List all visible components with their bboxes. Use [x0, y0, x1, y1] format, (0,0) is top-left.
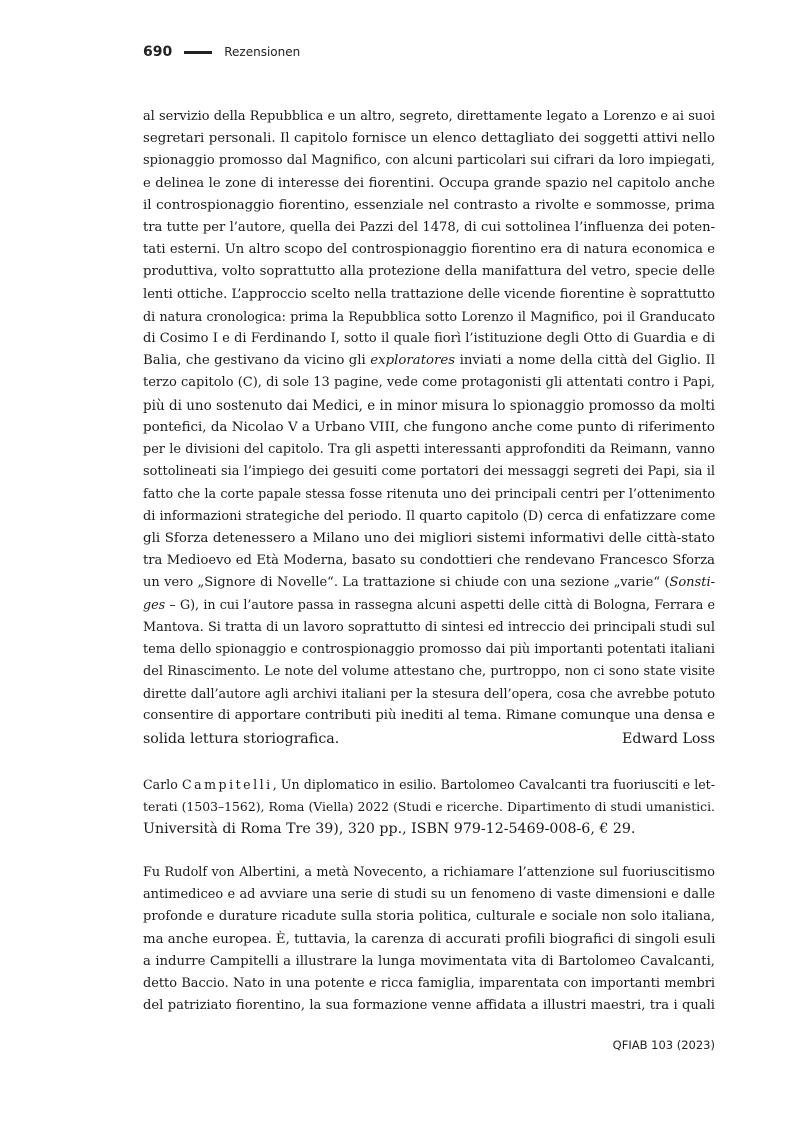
- header-rule: [184, 51, 212, 54]
- text-line: e delinea le zone di interesse dei fiorentini. Occupa grande spazio nel capitolo anche: [143, 175, 715, 191]
- journal-footer: QFIAB 103 (2023): [612, 1038, 715, 1052]
- text-line: segretari personali. Il capitolo fornisce un elenco dettagliato dei soggetti attivi nello: [143, 131, 715, 147]
- text-line: per le divisioni del capitolo. Tra gli aspetti interessanti approfonditi da Reimann, vanno: [143, 442, 715, 458]
- text-span: un vero „Signore di Novelle“. La trattazione si chiude con una sezione „varie“ (: [143, 575, 670, 591]
- text-line: terati (1503–1562), Roma (Viella) 2022 (Studi e ricerche. Dipartimento di studi umanistici.: [143, 799, 715, 815]
- text-line: Mantova. Si tratta di un lavoro soprattutto di sintesi ed intreccio dei principali studi sul: [143, 619, 715, 635]
- text-line: sottolineati sia l’impiego dei gesuiti come portatori dei messaggi segreti dei Papi, sia il: [143, 464, 715, 480]
- text-line: gli Sforza detenessero a Milano uno dei migliori sistemi informativi delle città-stato: [143, 530, 715, 546]
- text-line: [143, 350, 715, 372]
- reviewer-signature: Edward Loss: [622, 730, 715, 747]
- text-line: al servizio della Repubblica e un altro, segreto, direttamente legato a Lorenzo e ai suoi: [143, 109, 715, 124]
- text-line: tra Medioevo ed Età Moderna, basato su condottieri che rendevano Francesco Sforza: [143, 553, 715, 569]
- text-line: spionaggio promosso dal Magnifico, con alcuni particolari sui cifrari da loro impiegati,: [143, 153, 715, 169]
- page-number: 690: [143, 44, 173, 60]
- text-line: antimediceo e ad avviare una serie di studi su un fenomeno di vaste dimensioni e dalle: [143, 887, 715, 903]
- text-line: tra tutte per l’autore, quella dei Pazzi del 1478, di cui sottolinea l’influenza dei poten-: [143, 220, 715, 236]
- text-line: pontefici, da Nicolao V a Urbano VIII, che fungono anche come punto di riferimento: [143, 419, 715, 435]
- text-line: [143, 572, 715, 594]
- review-text-2: [143, 862, 715, 1017]
- text-line: Fu Rudolf von Albertini, a metà Novecento, a richiamare l’attenzione sul fuoriuscitismo: [143, 865, 715, 880]
- text-line: dirette dall’autore agli archivi italiani per la stesura dell’opera, cosa che avrebbe potuto: [143, 686, 715, 702]
- text-line: a indurre Campitelli a illustrare la lunga movimentata vita di Bartolomeo Cavalcanti,: [143, 953, 715, 969]
- bibliographic-entry: [143, 774, 715, 841]
- text-span: – G), in cui l’autore passa in rassegna alcuni aspetti delle città di Bologna, Ferrara e: [165, 597, 715, 613]
- text-line: del patriziato fiorentino, la sua formazione venne affidata a illustri maestri, tra i quali: [143, 998, 715, 1014]
- italic-term: ges: [143, 597, 166, 613]
- text-span: inviati a nome della città del Giglio. Il: [455, 353, 715, 369]
- running-header: [143, 44, 300, 60]
- text-line: produttiva, volto soprattutto alla protezione della manifattura del vetro, specie delle: [143, 264, 715, 280]
- text-line: di informazioni strategiche del periodo. Il quarto capitolo (D) cerca di enfatizzare come: [143, 508, 716, 524]
- text-line: del Rinascimento. Le note del volume attestano che, purtroppo, non ci sono state visite: [143, 664, 715, 680]
- italic-term: Sonsti-: [669, 575, 715, 591]
- author-first-name: Carlo: [143, 777, 182, 792]
- text-line: fatto che la corte papale stessa fosse ritenuta uno dei principali centri per l’ottenimento: [143, 486, 715, 502]
- author-last-name: Campitelli: [181, 777, 273, 792]
- text-line: il controspionaggio fiorentino, essenziale nel contrasto a rivolte e sommosse, prima: [143, 197, 715, 213]
- text-line: più di uno sostenuto dai Medici, e in minor misura lo spionaggio promosso da molti: [143, 397, 715, 414]
- text-line: di natura cronologica: prima la Repubblica sotto Lorenzo il Magnifico, poi il Granducato: [143, 308, 715, 324]
- italic-term: exploratores: [370, 353, 456, 369]
- text-line: tema dello spionaggio e controspionaggio promosso dai più importanti potentati italiani: [143, 641, 715, 657]
- section-title: Rezensionen: [224, 45, 301, 59]
- text-line: di Cosimo I e di Ferdinando I, sotto il quale fiorì l’istituzione degli Otto di Guardia e di: [143, 331, 715, 347]
- text-span: Balia, che gestivano da vicino gli: [143, 353, 371, 369]
- review-text-1: [143, 106, 715, 750]
- text-line: ma anche europea. È, tuttavia, la carenza di accurati profili biografici di singoli esuli: [143, 931, 716, 947]
- text-line: Università di Roma Tre 39), 320 pp., ISBN 979-12-5469-008-6, € 29.: [143, 821, 636, 838]
- text-line: detto Baccio. Nato in una potente e ricca famiglia, imparentata con importanti membri: [143, 976, 715, 992]
- text-line: profonde e durature ricadute sulla storia politica, culturale e sociale non solo italiana,: [143, 909, 715, 925]
- text-line: tati esterni. Un altro scopo del controspionaggio fiorentino era di natura economica e: [143, 242, 715, 258]
- text-line: terzo capitolo (C), di sole 13 pagine, vede come protagonisti gli attentati contro i Papi,: [143, 375, 715, 391]
- text-line: lenti ottiche. L’approccio scelto nella trattazione delle vicende fiorentine è soprattutto: [143, 286, 715, 302]
- text-line: [143, 774, 715, 796]
- text-line: [143, 594, 715, 616]
- text-span: , Un diplomatico in esilio. Bartolomeo Cavalcanti tra fuoriusciti e let-: [272, 777, 715, 792]
- text-line: consentire di apportare contributi più inediti al tema. Rimane comunque una densa e: [143, 708, 715, 724]
- text-span: solida lettura storiografica.: [143, 730, 340, 747]
- last-line-with-signature: [143, 728, 715, 750]
